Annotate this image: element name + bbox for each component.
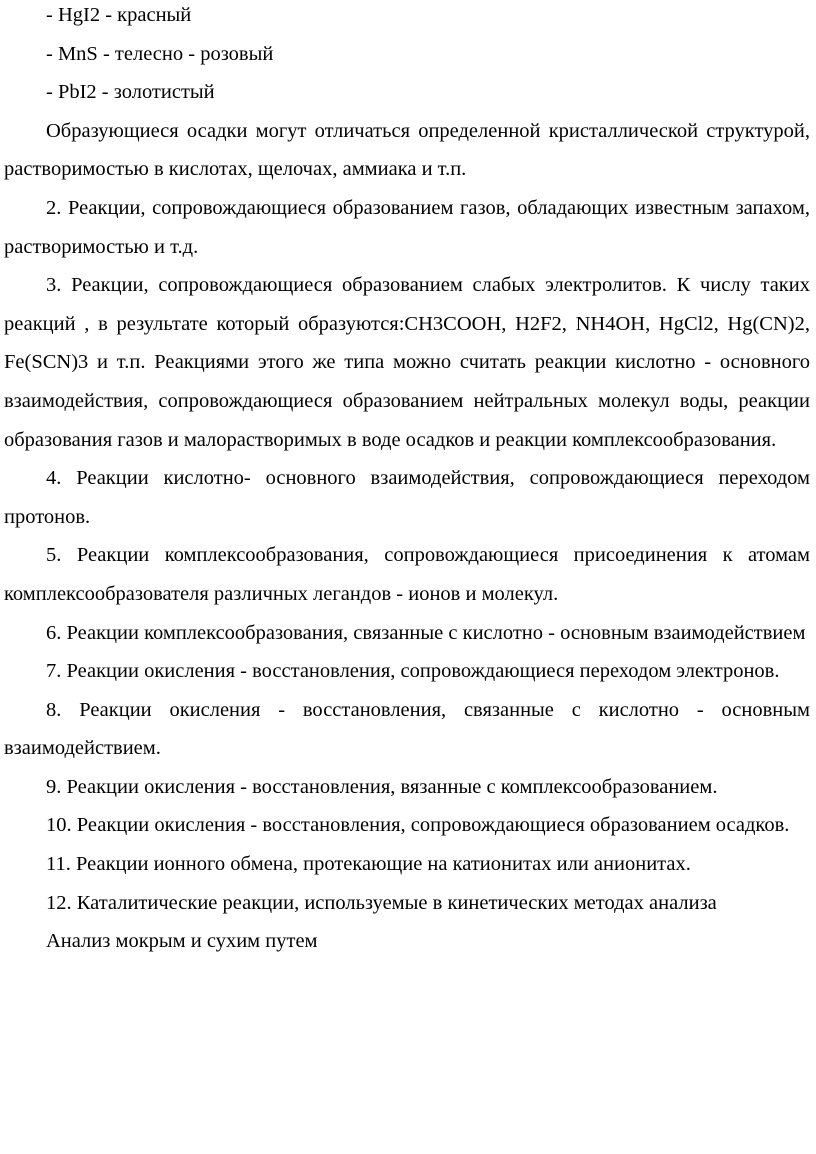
list-item-pbi2: - PbI2 - золотистый	[46, 81, 215, 104]
paragraph-item-2: 2. Реакции, сопровождающиеся образованием газов, обладающих известным запахом, растворимостью и т.д.	[4, 196, 810, 258]
paragraph-item-5: 5. Реакции комплексообразования, сопровождающиеся присоединения к атомам комплексообразователя различных легандов - ионов и молекул.	[4, 544, 810, 605]
paragraph-item-10: 10. Реакции окисления - восстановления, сопровождающиеся образованием осадков.	[46, 814, 790, 837]
paragraph-item-6: 6. Реакции комплексообразования, связанные с кислотно - основным взаимодействием	[46, 621, 806, 644]
list-item-mns: - MnS - телесно - розовый	[46, 42, 274, 65]
paragraph-item-7: 7. Реакции окисления - восстановления, сопровождающиеся переходом электронов.	[46, 660, 780, 683]
paragraph-item-9: 9. Реакции окисления - восстановления, вязанные с комплексообразованием.	[46, 775, 718, 798]
paragraph-item-8: 8. Реакции окисления - восстановления, связанные с кислотно - основным взаимодействием.	[4, 698, 810, 760]
section-heading-wet-dry-analysis: Анализ мокрым и сухим путем	[46, 930, 318, 953]
paragraph-item-3: 3. Реакции, сопровождающиеся образованием слабых электролитов. К числу таких реакций , в результате который образуются:CH3COOH, H2F2, NH4OH, HgCl2, Hg(CN)2, Fe(SCN)3 и т.п. Реакциями этого же типа можно считать реакции кислотно - основного взаимодействия, сопровождающиеся образованием нейтральных молекул воды, реакции образования газов и малорастворимых в воде осадков и реакции комплексообразования.	[4, 274, 810, 451]
paragraph-item-11: 11. Реакции ионного обмена, протекающие на катионитах или анионитах.	[46, 853, 691, 876]
list-item-hgi2: - HgI2 - красный	[46, 4, 192, 26]
paragraph-precipitates: Образующиеся осадки могут отличаться определенной кристаллической структурой, растворимостью в кислотах, щелочах, аммиака и т.п.	[4, 119, 810, 181]
paragraph-item-12: 12. Каталитические реакции, используемые в кинетических методах анализа	[46, 891, 717, 914]
paragraph-item-4: 4. Реакции кислотно- основного взаимодействия, сопровождающиеся переходом протонов.	[4, 467, 810, 528]
